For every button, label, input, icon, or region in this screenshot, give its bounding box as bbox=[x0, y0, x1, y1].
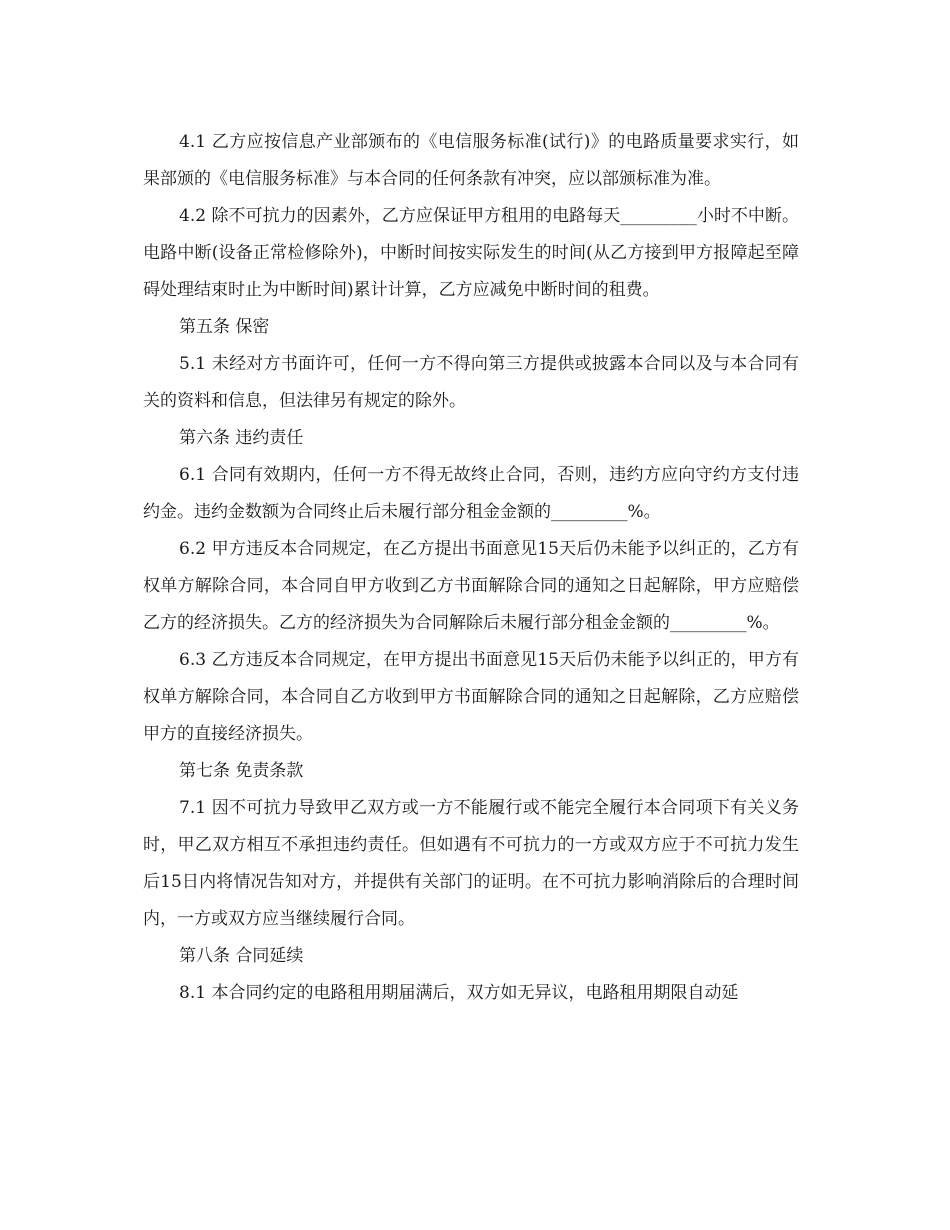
article-6-heading: 第六条 违约责任 bbox=[179, 428, 304, 448]
article-7-heading: 第七条 免责条款 bbox=[179, 761, 304, 781]
clause-6-2: 6.2 甲方违反本合同规定，在乙方提出书面意见15天后仍未能予以纠正的，乙方有权单方解除合同，本合同自甲方收到乙方书面解除合同的通知之日起解除，甲方应赔偿乙方的经济损失。乙方的经济损失为合同解除后未履行部分租金金额的_________%。 bbox=[143, 539, 799, 633]
document-body bbox=[143, 124, 799, 1012]
article-5-heading: 第五条 保密 bbox=[179, 317, 270, 337]
clause-8-1: 8.1 本合同约定的电路租用期届满后，双方如无异议，电路租用期限自动延 bbox=[179, 983, 739, 1003]
clause-6-1: 6.1 合同有效期内，任何一方不得无故终止合同，否则，违约方应向守约方支付违约金。违约金数额为合同终止后未履行部分租金金额的_________%。 bbox=[143, 465, 799, 522]
clause-4-1: 4.1 乙方应按信息产业部颁布的《电信服务标准(试行)》的电路质量要求实行，如果部颁的《电信服务标准》与本合同的任何条款有冲突，应以部颁标准为准。 bbox=[143, 132, 799, 189]
clause-6-3: 6.3 乙方违反本合同规定，在甲方提出书面意见15天后仍未能予以纠正的，甲方有权单方解除合同，本合同自乙方收到甲方书面解除合同的通知之日起解除，乙方应赔偿甲方的直接经济损失。 bbox=[143, 650, 799, 744]
clause-7-1: 7.1 因不可抗力导致甲乙双方或一方不能履行或不能完全履行本合同项下有关义务时，甲乙双方相互不承担违约责任。但如遇有不可抗力的一方或双方应于不可抗力发生后15日内将情况告知对方，并提供有关部门的证明。在不可抗力影响消除后的合理时间内，一方或双方应当继续履行合同。 bbox=[143, 798, 799, 929]
clause-5-1: 5.1 未经对方书面许可，任何一方不得向第三方提供或披露本合同以及与本合同有关的资料和信息，但法律另有规定的除外。 bbox=[143, 354, 799, 411]
clause-4-2: 4.2 除不可抗力的因素外，乙方应保证甲方租用的电路每天_________小时不中断。电路中断(设备正常检修除外)，中断时间按实际发生的时间(从乙方接到甲方报障起至障碍处理结束时止为中断时间)累计计算，乙方应减免中断时间的租费。 bbox=[143, 206, 799, 300]
article-8-heading: 第八条 合同延续 bbox=[179, 946, 304, 966]
